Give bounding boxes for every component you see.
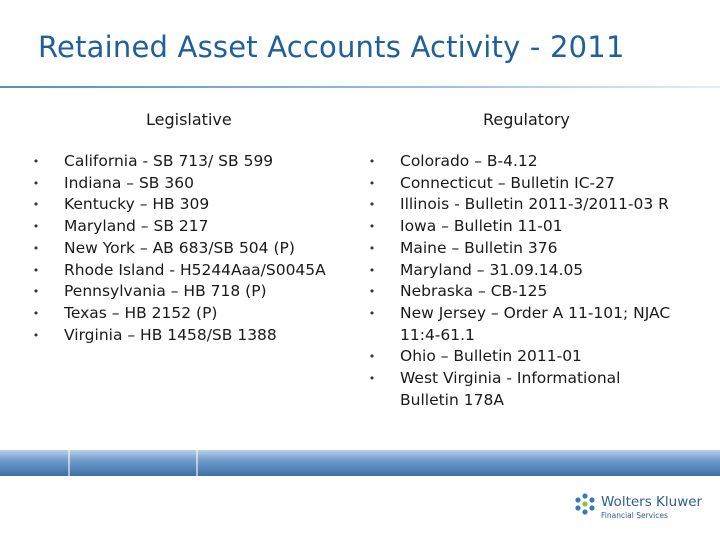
legislative-item-text: California - SB 713/ SB 599 (64, 152, 274, 170)
legislative-item-text: Maryland – SB 217 (64, 217, 209, 236)
bullet-icon: • (368, 306, 376, 320)
regulatory-item-text: Ohio – Bulletin 2011-01 (400, 347, 582, 366)
legislative-item-text: New York – AB 683/SB 504 (P) (64, 238, 295, 257)
regulatory-item (366, 260, 706, 282)
logo-subtitle: Financial Services (601, 511, 668, 520)
bullet-icon: • (32, 220, 40, 234)
bullet-icon: • (368, 155, 376, 168)
regulatory-item (366, 151, 706, 173)
legislative-item (30, 325, 350, 347)
legislative-item-text: Texas – HB 2152 (P) (64, 303, 218, 322)
bullet-icon: • (368, 198, 376, 212)
bullet-icon: • (368, 176, 376, 190)
company-logo (573, 490, 703, 524)
regulatory-item (366, 216, 706, 238)
regulatory-item-text: Colorado – B-4.12 (400, 152, 538, 170)
legislative-item (30, 194, 350, 216)
bullet-icon: • (32, 263, 40, 277)
regulatory-item (366, 303, 706, 346)
regulatory-item-text: Iowa – Bulletin 11-01 (400, 217, 563, 236)
logo-brand-text: Wolters Kluwer (601, 494, 703, 510)
footer-separator (68, 450, 70, 476)
regulatory-item (366, 368, 706, 411)
regulatory-item-text: Connecticut – Bulletin IC-27 (400, 173, 615, 192)
legislative-item (30, 216, 350, 238)
regulatory-item-text: Maine – Bulletin 376 (400, 238, 558, 257)
bullet-icon: • (32, 176, 40, 190)
regulatory-item-text: New Jersey – Order A 11-101; NJAC (400, 303, 671, 322)
bullet-icon: • (368, 372, 376, 386)
regulatory-item (366, 238, 706, 260)
bullet-icon: • (368, 241, 376, 255)
bullet-icon: • (368, 350, 376, 364)
regulatory-heading: Regulatory (483, 110, 570, 129)
footer-separator (196, 450, 198, 476)
regulatory-item-text: West Virginia - Informational (400, 369, 621, 388)
legislative-item-text: Indiana – SB 360 (64, 173, 194, 192)
legislative-item (30, 303, 350, 325)
regulatory-list (366, 151, 706, 411)
regulatory-item-text: Maryland – 31.09.14.05 (400, 260, 584, 279)
regulatory-item-text: Illinois - Bulletin 2011-3/2011-03 R (400, 195, 669, 214)
legislative-list (30, 151, 350, 346)
legislative-item (30, 238, 350, 260)
legislative-item-text: Rhode Island - H5244Aaa/S0045A (64, 260, 326, 279)
footer-band (0, 450, 720, 476)
regulatory-item-text: Nebraska – CB-125 (400, 282, 548, 301)
legislative-item (30, 173, 350, 195)
regulatory-item (366, 346, 706, 368)
legislative-heading: Legislative (146, 110, 232, 129)
legislative-item-text: Virginia – HB 1458/SB 1388 (64, 325, 277, 344)
legislative-item (30, 260, 350, 282)
legislative-item (30, 281, 350, 303)
bullet-icon: • (368, 263, 376, 277)
bullet-icon: • (32, 198, 40, 212)
regulatory-item (366, 173, 706, 195)
bullet-icon: • (32, 328, 40, 342)
slide-title: Retained Asset Accounts Activity - 2011 (38, 30, 625, 64)
wolters-kluwer-logo-icon (573, 492, 597, 516)
bullet-icon: • (32, 241, 40, 255)
bullet-icon: • (32, 285, 40, 299)
bullet-icon: • (32, 306, 40, 320)
bullet-icon: • (368, 285, 376, 299)
regulatory-item (366, 281, 706, 303)
bullet-icon: • (32, 155, 40, 168)
legislative-item-text: Kentucky – HB 309 (64, 195, 210, 214)
regulatory-item (366, 194, 706, 216)
title-divider (0, 86, 720, 88)
bullet-icon: • (368, 220, 376, 234)
legislative-item (30, 151, 350, 173)
regulatory-item-text: 11:4-61.1 (400, 325, 475, 344)
legislative-item-text: Pennsylvania – HB 718 (P) (64, 282, 267, 301)
regulatory-item-text: Bulletin 178A (400, 390, 504, 409)
